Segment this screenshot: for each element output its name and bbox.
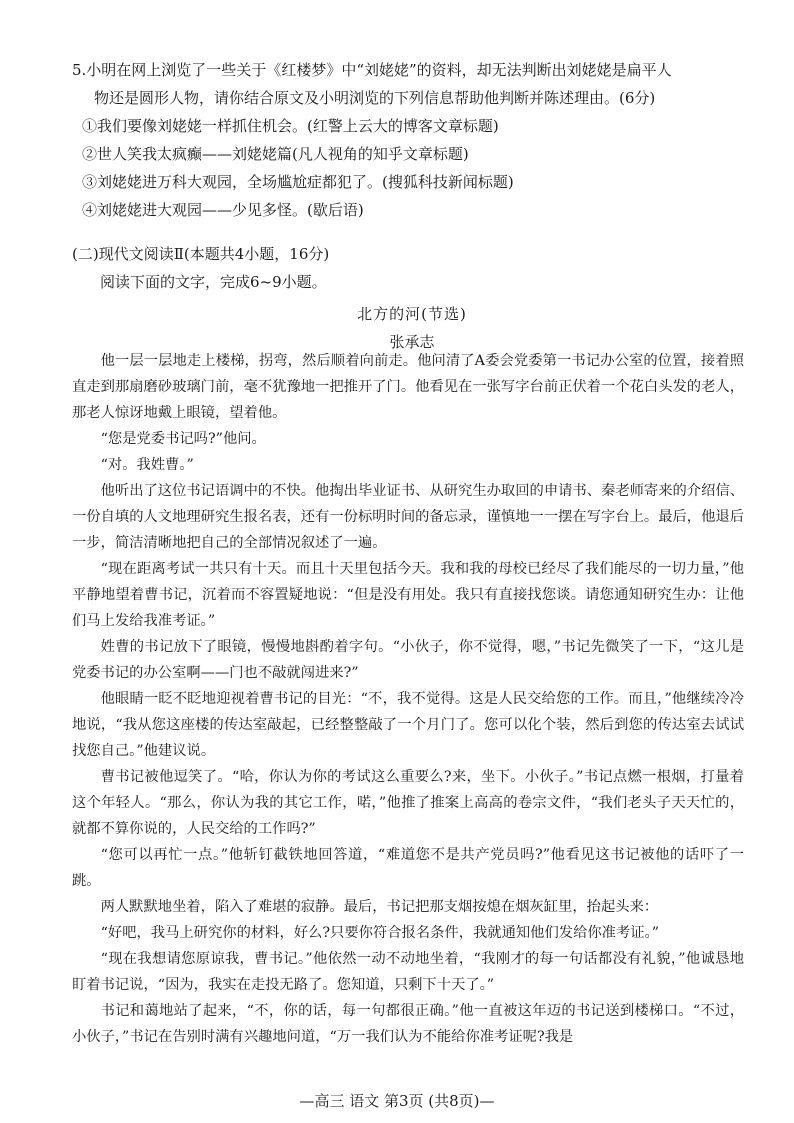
article-paragraph: “您是党委书记吗?”他问。 xyxy=(100,431,266,447)
article-paragraph: 他一层一层地走上楼梯，拐弯，然后顺着向前走。他问清了A委会党委第一书记办公室的位置，接着照直走到那扇磨砂玻璃门前，毫不犹豫地一把推开了门。他看见在一张写字台前正伏着一个花白头发的老人，那老人惊讶地戴上眼镜，望着他。 xyxy=(72,353,744,421)
article-paragraph: 两人默默地坐着，陷入了难堪的寂静。最后，书记把那支烟按熄在烟灰缸里，抬起头来： xyxy=(100,899,659,915)
article-author: 张承志 xyxy=(389,333,435,351)
question-5-option-1: ①我们要像刘姥姥一样抓住机会。(红警上云大的博客文章标题) xyxy=(82,117,499,135)
question-5-option-2: ②世人笑我太疯癫——刘姥姥篇(凡人视角的知乎文章标题) xyxy=(82,145,469,163)
question-5-line-1: 5.小明在网上浏览了一些关于《红楼梦》中“刘姥姥”的资料，却无法判断出刘姥姥是扁平人 xyxy=(72,61,672,79)
article-paragraph: 他听出了这位书记语调中的不快。他掏出毕业证书、从研究生办取回的申请书、秦老师寄来的介绍信、一份自填的人文地理研究生报名表，还有一份标明时间的备忘录，谨慎地一一摆在写字台上。最后，他退后一步，简洁清晰地把自己的全部情况叙述了一遍。 xyxy=(72,483,744,551)
article-paragraph: 姓曹的书记放下了眼镜，慢慢地斟酌着字句。“小伙子，你不觉得，嗯，”书记先微笑了一下，“这儿是党委书记的办公室啊——门也不敲就闯进来?” xyxy=(72,639,744,681)
article-paragraph: 曹书记被他逗笑了。“哈，你认为你的考试这么重要么?来，坐下。小伙子。”书记点燃一根烟，打量着这个年轻人。“那么，你认为我的其它工作，喏，”他推了推案上高高的卷宗文件，“我们老头子天天忙的，就都不算你说的，人民交给的工作吗?” xyxy=(72,769,744,837)
section-2-title: (二)现代文阅读Ⅱ(本题共4小题，16分) xyxy=(72,245,330,263)
article-paragraph: “对。我姓曹。” xyxy=(100,457,194,473)
section-2-header xyxy=(72,240,752,356)
question-5-option-3: ③刘姥姥进万科大观园，全场尴尬症都犯了。(搜狐科技新闻标题) xyxy=(82,173,514,191)
page-footer: —高三 语文 第3页 (共8页)— xyxy=(299,1092,495,1110)
article-paragraph: “现在我想请您原谅我，曹书记。”他依然一动不动地坐着，“我刚才的每一句话都没有礼貌，”他诚恳地盯着书记说，“因为，我实在走投无路了。您知道，只剩下十天了。” xyxy=(72,951,744,993)
article-body xyxy=(72,348,744,1050)
article-paragraph: “您可以再忙一点。”他斩钉截铁地回答道，“难道您不是共产党员吗?”他看见这书记被他的话吓了一跳。 xyxy=(72,847,744,889)
question-5 xyxy=(72,56,752,224)
article-title: 北方的河(节选) xyxy=(357,305,467,323)
article-paragraph: 书记和蔼地站了起来，“不，你的话，每一句都很正确。”他一直被这年迈的书记送到楼梯口。“不过，小伙子，”书记在告别时满有兴趣地问道，“万一我们认为不能给你准考证呢?我是 xyxy=(72,1003,744,1045)
article-paragraph: “好吧，我马上研究你的材料，好么?只要你符合报名条件，我就通知他们发给你准考证。” xyxy=(100,925,660,941)
article-paragraph: 他眼睛一眨不眨地迎视着曹书记的目光：“不，我不觉得。这是人民交给您的工作。而且，”他继续冷冷地说，“我从您这座楼的传达室敲起，已经整整敲了一个月门了。您可以化个装，然后到您的传达室去试试找您自己。”他建议说。 xyxy=(72,691,744,759)
question-5-option-4: ④刘姥姥进大观园——少见多怪。(歇后语) xyxy=(82,201,364,219)
section-2-instruction: 阅读下面的文字，完成6~9小题。 xyxy=(100,273,327,291)
article-paragraph: “现在距离考试一共只有十天。而且十天里包括今天。我和我的母校已经尽了我们能尽的一切力量，”他平静地望着曹书记，沉着而不容置疑地说：“但是没有用处。我只有直接找您谈。请您通知研究生办：让他们马上发给我准考证。” xyxy=(72,561,744,629)
question-5-line-2: 物还是圆形人物，请你结合原文及小明浏览的下列信息帮助他判断并陈述理由。(6分) xyxy=(94,89,656,107)
